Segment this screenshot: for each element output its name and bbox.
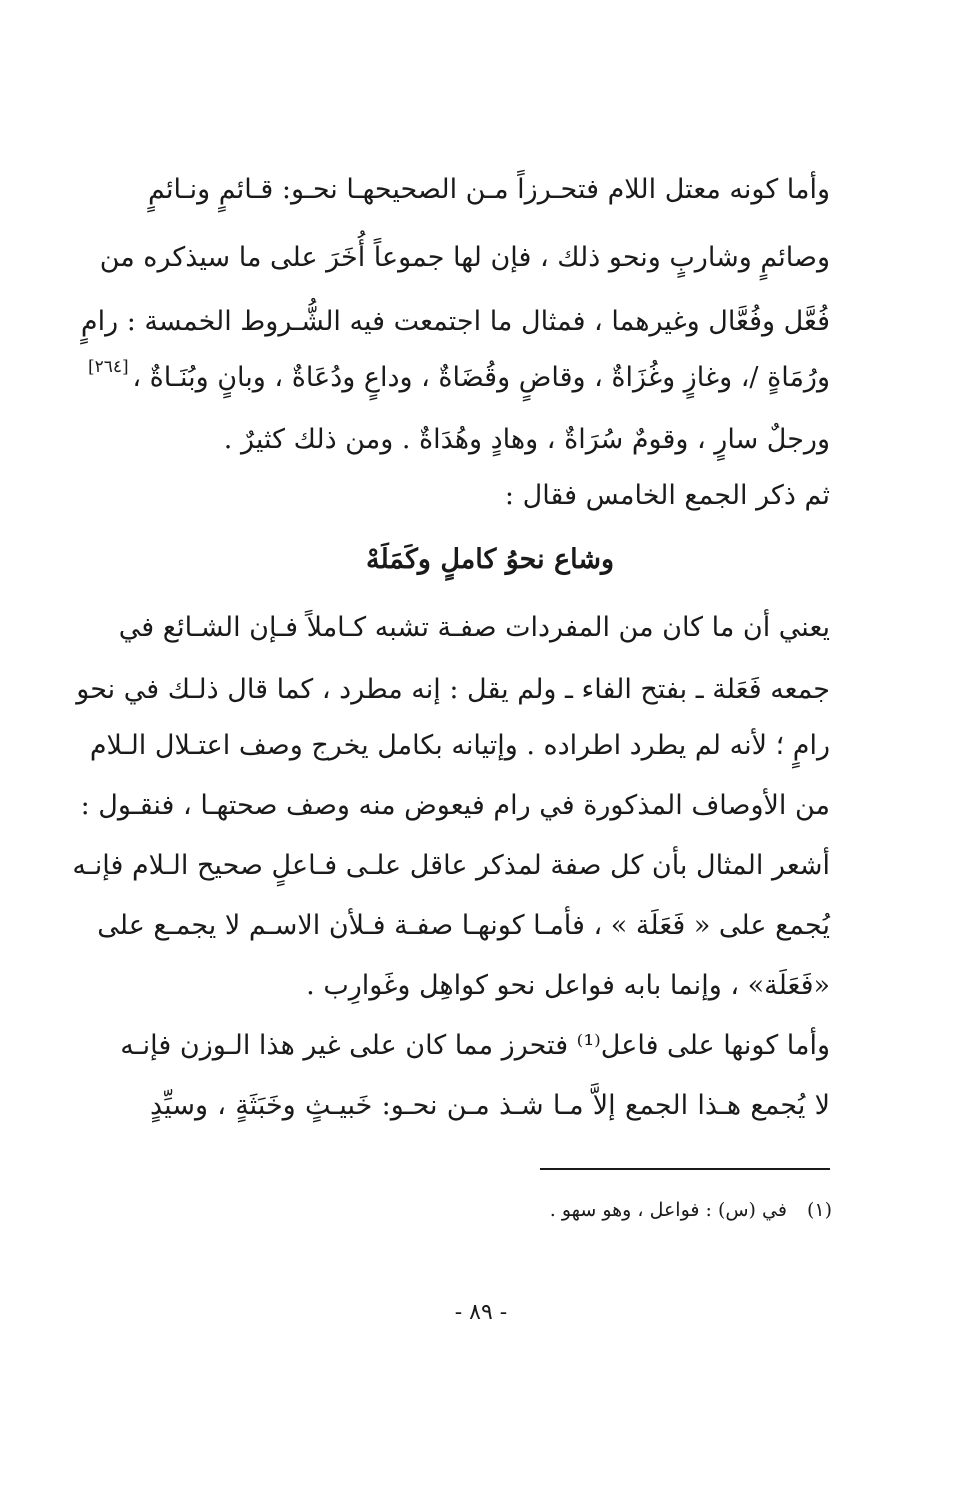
text-line: من الأوصاف المذكورة في رام فيعوض منه وصف صحتهـا ، فنقـول : (80, 790, 830, 821)
footnote-divider (540, 1168, 830, 1170)
text-line: وأما كونه معتل اللام فتحـرزاً مـن الصحيحهـا نحـو: قـائمٍ ونـائمٍ (148, 174, 830, 205)
margin-page-reference: [٢٦٤] (88, 357, 129, 377)
footnote (332, 1192, 832, 1228)
text-line: ثم ذكر الجمع الخامس فقال : (504, 480, 830, 511)
text-line: وصائمٍ وشاربٍ ونحو ذلك ، فإن لها جموعاً أُخَرَ على ما سيذكره من (99, 242, 830, 273)
text-line: ورجلٌ سارٍ ، وقومٌ سُرَاةٌ ، وهادٍ وهُدَاةٌ . ومن ذلك كثيرٌ . (223, 424, 830, 455)
text-line: ورُمَاةٍ /، وغازٍ وغُزَاةٌ ، وقاضٍ وقُضَاةٌ ، وداعٍ ودُعَاةٌ ، وبانٍ وبُنَـاةٌ ، (132, 362, 830, 393)
text-line: جمعه فَعَلة ـ بفتح الفاء ـ ولم يقل : إنه مطرد ، كما قال ذلـك في نحو (76, 674, 830, 705)
text-line: يعني أن ما كان من المفردات صفـة تشبه كـاملاً فـإن الشـائع في (118, 612, 830, 643)
text-line: «فَعَلَة» ، وإنما بابه فواعل نحو كواهِل وغَوارِب . (306, 970, 830, 1001)
verse-line: وشاع نحوُ كاملٍ وكَمَلَهْ (366, 544, 614, 575)
footnote-number: (١) (806, 1199, 832, 1221)
page-number: - ٨٩ - (454, 1300, 508, 1325)
text-line: رامٍ ؛ لأنه لم يطرد اطراده . وإتيانه بكامل يخرج وصف اعتـلال الـلام (89, 730, 830, 761)
text-line: يُجمع على « فَعَلَة » ، فأمـا كونهـا صفـة فـلأن الاسـم لا يجمـع على (97, 910, 830, 941)
text-line: لا يُجمع هـذا الجمع إلاَّ مـا شـذ مـن نحـو: خَبيـثٍ وخَبَثَةٍ ، وسيِّدٍ (150, 1090, 830, 1121)
footnote-text: في (س) : فواعل ، وهو سهو . (549, 1199, 787, 1221)
text-line: وأما كونها على فاعل⁽¹⁾ فتحرز مما كان على غير هذا الـوزن فإنـه (120, 1030, 830, 1061)
text-line: أشعر المثال بأن كل صفة لمذكر عاقل علـى فـاعلٍ صحيح الـلام فإنـه (72, 850, 830, 881)
text-line: فُعَّل وفُعَّال وغيرهما ، فمثال ما اجتمعت فيه الشُّـروط الخمسة : رامٍ (80, 306, 830, 337)
